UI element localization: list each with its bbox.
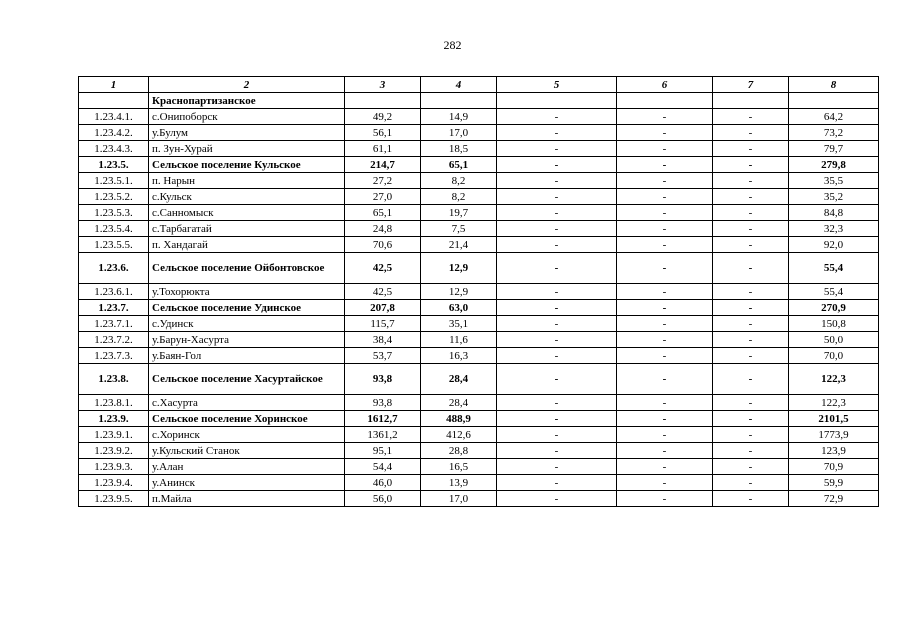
- row-value-cell: 13,9: [421, 475, 497, 491]
- row-value-cell: -: [713, 427, 789, 443]
- row-value-cell: 122,3: [789, 364, 879, 395]
- header-cell: 8: [789, 77, 879, 93]
- row-value-cell: 95,1: [345, 443, 421, 459]
- row-value-cell: 1361,2: [345, 427, 421, 443]
- row-value-cell: 7,5: [421, 221, 497, 237]
- row-value-cell: 412,6: [421, 427, 497, 443]
- table-row: [79, 253, 879, 284]
- header-cell: 4: [421, 77, 497, 93]
- row-name-cell: Сельское поселение Хасуртайское: [149, 364, 345, 395]
- row-value-cell: -: [617, 491, 713, 507]
- table-row: [79, 411, 879, 427]
- row-value-cell: 56,1: [345, 125, 421, 141]
- row-value-cell: -: [617, 332, 713, 348]
- row-value-cell: -: [497, 125, 617, 141]
- row-value-cell: 55,4: [789, 253, 879, 284]
- header-cell: 6: [617, 77, 713, 93]
- row-code-cell: 1.23.7.1.: [79, 316, 149, 332]
- row-value-cell: -: [617, 459, 713, 475]
- row-value-cell: 35,1: [421, 316, 497, 332]
- row-name-cell: у.Алан: [149, 459, 345, 475]
- table-row: [79, 475, 879, 491]
- row-value-cell: -: [497, 189, 617, 205]
- table-row: [79, 125, 879, 141]
- row-value-cell: -: [713, 491, 789, 507]
- row-value-cell: 93,8: [345, 395, 421, 411]
- table-row: [79, 237, 879, 253]
- header-cell: 2: [149, 77, 345, 93]
- table-row: [79, 316, 879, 332]
- row-value-cell: 150,8: [789, 316, 879, 332]
- row-value-cell: 42,5: [345, 284, 421, 300]
- row-code-cell: 1.23.9.4.: [79, 475, 149, 491]
- header-cell: 3: [345, 77, 421, 93]
- row-value-cell: -: [713, 364, 789, 395]
- table-row: [79, 332, 879, 348]
- row-value-cell: 84,8: [789, 205, 879, 221]
- row-value-cell: -: [497, 348, 617, 364]
- row-value-cell: 64,2: [789, 109, 879, 125]
- row-name-cell: Сельское поселение Кульское: [149, 157, 345, 173]
- row-code-cell: 1.23.7.: [79, 300, 149, 316]
- row-value-cell: 279,8: [789, 157, 879, 173]
- row-value-cell: [617, 93, 713, 109]
- row-value-cell: -: [497, 205, 617, 221]
- row-value-cell: -: [713, 475, 789, 491]
- row-value-cell: -: [713, 173, 789, 189]
- row-value-cell: -: [617, 189, 713, 205]
- row-value-cell: -: [713, 109, 789, 125]
- header-cell: 5: [497, 77, 617, 93]
- row-value-cell: -: [713, 316, 789, 332]
- row-value-cell: -: [617, 157, 713, 173]
- row-value-cell: -: [497, 411, 617, 427]
- row-value-cell: -: [617, 173, 713, 189]
- row-name-cell: с.Удинск: [149, 316, 345, 332]
- row-value-cell: -: [713, 221, 789, 237]
- row-value-cell: 35,5: [789, 173, 879, 189]
- table-row: [79, 300, 879, 316]
- row-value-cell: -: [713, 157, 789, 173]
- row-value-cell: -: [617, 221, 713, 237]
- row-name-cell: с.Хоринск: [149, 427, 345, 443]
- row-code-cell: 1.23.8.: [79, 364, 149, 395]
- row-value-cell: -: [617, 364, 713, 395]
- header-cell: 1: [79, 77, 149, 93]
- row-value-cell: -: [617, 475, 713, 491]
- row-name-cell: п. Нарын: [149, 173, 345, 189]
- row-value-cell: 207,8: [345, 300, 421, 316]
- row-value-cell: -: [497, 316, 617, 332]
- row-value-cell: -: [497, 141, 617, 157]
- row-value-cell: -: [497, 221, 617, 237]
- row-name-cell: Краснопартизанское: [149, 93, 345, 109]
- table-row: [79, 364, 879, 395]
- table-row: [79, 157, 879, 173]
- row-value-cell: 488,9: [421, 411, 497, 427]
- row-value-cell: 122,3: [789, 395, 879, 411]
- row-code-cell: 1.23.5.1.: [79, 173, 149, 189]
- table-body: [79, 93, 879, 507]
- row-name-cell: у.Кульский Станок: [149, 443, 345, 459]
- row-value-cell: -: [713, 189, 789, 205]
- header-cell: 7: [713, 77, 789, 93]
- row-value-cell: -: [497, 157, 617, 173]
- row-value-cell: 53,7: [345, 348, 421, 364]
- row-value-cell: -: [497, 491, 617, 507]
- table-row: [79, 141, 879, 157]
- row-value-cell: [713, 93, 789, 109]
- row-value-cell: -: [713, 284, 789, 300]
- row-value-cell: -: [617, 237, 713, 253]
- row-value-cell: -: [617, 300, 713, 316]
- row-value-cell: 59,9: [789, 475, 879, 491]
- row-value-cell: -: [617, 253, 713, 284]
- table-row: [79, 491, 879, 507]
- row-value-cell: 28,8: [421, 443, 497, 459]
- row-value-cell: 12,9: [421, 253, 497, 284]
- row-name-cell: Сельское поселение Ойбонтовское: [149, 253, 345, 284]
- row-value-cell: -: [713, 253, 789, 284]
- row-value-cell: -: [497, 300, 617, 316]
- row-value-cell: 1773,9: [789, 427, 879, 443]
- row-value-cell: 49,2: [345, 109, 421, 125]
- row-code-cell: 1.23.5.4.: [79, 221, 149, 237]
- row-value-cell: -: [497, 284, 617, 300]
- row-value-cell: -: [713, 125, 789, 141]
- row-value-cell: 270,9: [789, 300, 879, 316]
- row-value-cell: -: [497, 109, 617, 125]
- row-value-cell: 50,0: [789, 332, 879, 348]
- row-value-cell: 17,0: [421, 125, 497, 141]
- row-value-cell: 65,1: [345, 205, 421, 221]
- row-name-cell: у.Булум: [149, 125, 345, 141]
- row-name-cell: с.Хасурта: [149, 395, 345, 411]
- row-value-cell: 38,4: [345, 332, 421, 348]
- row-name-cell: у.Барун-Хасурта: [149, 332, 345, 348]
- row-value-cell: 35,2: [789, 189, 879, 205]
- row-value-cell: -: [617, 284, 713, 300]
- row-value-cell: -: [713, 141, 789, 157]
- data-table: [78, 76, 879, 507]
- row-value-cell: -: [497, 332, 617, 348]
- row-code-cell: 1.23.6.: [79, 253, 149, 284]
- row-value-cell: -: [617, 141, 713, 157]
- row-name-cell: Сельское поселение Хоринское: [149, 411, 345, 427]
- row-value-cell: 17,0: [421, 491, 497, 507]
- row-code-cell: 1.23.5.3.: [79, 205, 149, 221]
- row-value-cell: 1612,7: [345, 411, 421, 427]
- table-row: [79, 205, 879, 221]
- row-code-cell: [79, 93, 149, 109]
- table-row: [79, 109, 879, 125]
- row-value-cell: 18,5: [421, 141, 497, 157]
- row-value-cell: 79,7: [789, 141, 879, 157]
- row-value-cell: -: [497, 443, 617, 459]
- row-code-cell: 1.23.8.1.: [79, 395, 149, 411]
- row-value-cell: -: [497, 475, 617, 491]
- table-row: [79, 284, 879, 300]
- row-value-cell: -: [617, 109, 713, 125]
- row-name-cell: с.Тарбагатай: [149, 221, 345, 237]
- row-code-cell: 1.23.9.3.: [79, 459, 149, 475]
- table-row: [79, 189, 879, 205]
- row-code-cell: 1.23.5.: [79, 157, 149, 173]
- row-value-cell: -: [617, 348, 713, 364]
- row-value-cell: 16,3: [421, 348, 497, 364]
- table-row: [79, 221, 879, 237]
- row-name-cell: у.Анинск: [149, 475, 345, 491]
- row-value-cell: -: [617, 411, 713, 427]
- row-value-cell: 16,5: [421, 459, 497, 475]
- row-value-cell: 19,7: [421, 205, 497, 221]
- row-name-cell: с.Онипоборск: [149, 109, 345, 125]
- row-value-cell: [345, 93, 421, 109]
- row-value-cell: -: [617, 443, 713, 459]
- row-code-cell: 1.23.7.3.: [79, 348, 149, 364]
- row-value-cell: 32,3: [789, 221, 879, 237]
- page-number: 282: [443, 38, 462, 52]
- row-value-cell: -: [713, 411, 789, 427]
- row-value-cell: -: [497, 459, 617, 475]
- row-code-cell: 1.23.5.2.: [79, 189, 149, 205]
- table-row: [79, 93, 879, 109]
- row-value-cell: 42,5: [345, 253, 421, 284]
- row-value-cell: 92,0: [789, 237, 879, 253]
- table-row: [79, 427, 879, 443]
- row-value-cell: 8,2: [421, 189, 497, 205]
- row-code-cell: 1.23.7.2.: [79, 332, 149, 348]
- row-value-cell: 28,4: [421, 364, 497, 395]
- row-code-cell: 1.23.6.1.: [79, 284, 149, 300]
- row-value-cell: 2101,5: [789, 411, 879, 427]
- row-value-cell: -: [497, 173, 617, 189]
- row-code-cell: 1.23.4.2.: [79, 125, 149, 141]
- row-value-cell: 27,0: [345, 189, 421, 205]
- row-value-cell: 70,0: [789, 348, 879, 364]
- row-name-cell: Сельское поселение Удинское: [149, 300, 345, 316]
- row-code-cell: 1.23.9.5.: [79, 491, 149, 507]
- row-value-cell: -: [713, 459, 789, 475]
- row-name-cell: п. Зун-Хурай: [149, 141, 345, 157]
- table-row: [79, 459, 879, 475]
- row-value-cell: 70,9: [789, 459, 879, 475]
- row-code-cell: 1.23.4.3.: [79, 141, 149, 157]
- row-value-cell: 55,4: [789, 284, 879, 300]
- row-name-cell: п.Майла: [149, 491, 345, 507]
- row-value-cell: 8,2: [421, 173, 497, 189]
- row-value-cell: -: [497, 253, 617, 284]
- row-value-cell: 46,0: [345, 475, 421, 491]
- row-name-cell: у.Баян-Гол: [149, 348, 345, 364]
- table-row: [79, 443, 879, 459]
- row-value-cell: -: [713, 300, 789, 316]
- table-row: [79, 173, 879, 189]
- table-row: [79, 348, 879, 364]
- row-value-cell: [497, 93, 617, 109]
- table-row: [79, 395, 879, 411]
- row-value-cell: -: [497, 364, 617, 395]
- row-value-cell: 28,4: [421, 395, 497, 411]
- row-value-cell: 115,7: [345, 316, 421, 332]
- row-code-cell: 1.23.9.: [79, 411, 149, 427]
- row-value-cell: -: [497, 395, 617, 411]
- row-value-cell: -: [713, 348, 789, 364]
- row-value-cell: -: [713, 237, 789, 253]
- row-value-cell: 11,6: [421, 332, 497, 348]
- row-value-cell: -: [713, 205, 789, 221]
- row-value-cell: 73,2: [789, 125, 879, 141]
- row-code-cell: 1.23.4.1.: [79, 109, 149, 125]
- row-value-cell: [421, 93, 497, 109]
- row-value-cell: 93,8: [345, 364, 421, 395]
- row-name-cell: у.Тохорюкта: [149, 284, 345, 300]
- table-header-row: [79, 77, 879, 93]
- row-value-cell: 21,4: [421, 237, 497, 253]
- row-value-cell: 54,4: [345, 459, 421, 475]
- row-name-cell: с.Кульск: [149, 189, 345, 205]
- row-value-cell: -: [617, 125, 713, 141]
- row-value-cell: 70,6: [345, 237, 421, 253]
- row-value-cell: -: [617, 395, 713, 411]
- row-value-cell: 56,0: [345, 491, 421, 507]
- row-code-cell: 1.23.5.5.: [79, 237, 149, 253]
- row-value-cell: 24,8: [345, 221, 421, 237]
- row-value-cell: -: [497, 237, 617, 253]
- row-value-cell: -: [713, 332, 789, 348]
- row-value-cell: 63,0: [421, 300, 497, 316]
- row-value-cell: -: [617, 205, 713, 221]
- row-value-cell: 72,9: [789, 491, 879, 507]
- row-value-cell: 61,1: [345, 141, 421, 157]
- row-value-cell: 27,2: [345, 173, 421, 189]
- row-value-cell: -: [497, 427, 617, 443]
- row-value-cell: 123,9: [789, 443, 879, 459]
- row-value-cell: 14,9: [421, 109, 497, 125]
- row-value-cell: -: [617, 316, 713, 332]
- row-value-cell: -: [713, 395, 789, 411]
- row-value-cell: [789, 93, 879, 109]
- row-value-cell: 214,7: [345, 157, 421, 173]
- row-value-cell: -: [617, 427, 713, 443]
- row-code-cell: 1.23.9.2.: [79, 443, 149, 459]
- row-value-cell: 12,9: [421, 284, 497, 300]
- row-name-cell: с.Санномыск: [149, 205, 345, 221]
- row-value-cell: -: [713, 443, 789, 459]
- row-name-cell: п. Хандагай: [149, 237, 345, 253]
- row-value-cell: 65,1: [421, 157, 497, 173]
- row-code-cell: 1.23.9.1.: [79, 427, 149, 443]
